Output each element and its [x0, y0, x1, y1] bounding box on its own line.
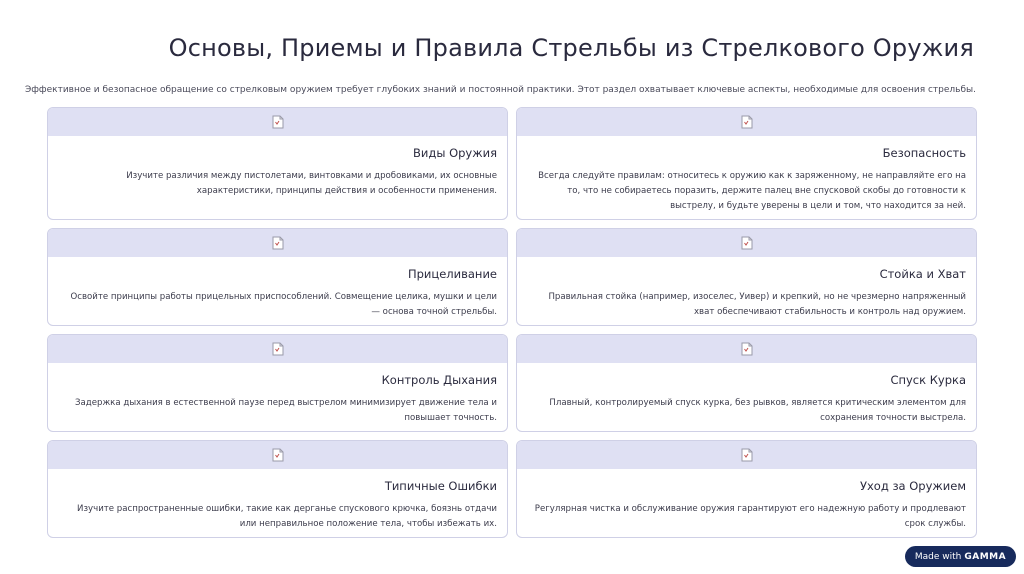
card-title: Виды Оружия	[413, 146, 497, 160]
card-text: Регулярная чистка и обслуживание оружия гарантируют его надежную работу и продлевают срок службы.	[534, 504, 966, 529]
card-text: Задержка дыхания в естественной паузе перед выстрелом минимизирует движение тела и повышает точность.	[74, 398, 497, 423]
card-trigger-pull	[516, 334, 977, 432]
broken-image-icon	[272, 342, 284, 356]
card-image-header	[48, 229, 507, 257]
card-text: Освойте принципы работы прицельных приспособлений. Совмещение целика, мушки и цели — основа точной стрельбы.	[70, 292, 497, 317]
card-weapon-types	[47, 107, 508, 220]
card-title: Спуск Курка	[890, 373, 966, 387]
card-title: Типичные Ошибки	[384, 479, 497, 493]
card-weapon-care	[516, 440, 977, 538]
card-title: Стойка и Хват	[879, 267, 966, 281]
card-text: Изучите различия между пистолетами, винтовками и дробовиками, их основные характеристики, принципы действия и особенности применения.	[126, 171, 497, 196]
broken-image-icon	[272, 236, 284, 250]
card-aiming	[47, 228, 508, 326]
broken-image-icon	[272, 448, 284, 462]
card-image-header	[48, 335, 507, 363]
card-image-header	[48, 441, 507, 469]
card-safety	[516, 107, 977, 220]
card-text: Плавный, контролируемый спуск курка, без рывков, является критическим элементом для сохранения точности выстрела.	[549, 398, 966, 423]
card-image-header	[517, 441, 976, 469]
card-common-mistakes	[47, 440, 508, 538]
broken-image-icon	[741, 448, 753, 462]
made-with-gamma-badge[interactable]	[905, 546, 1016, 567]
broken-image-icon	[272, 115, 284, 129]
card-image-header	[517, 229, 976, 257]
card-text: Правильная стойка (например, изоселес, Уивер) и крепкий, но не чрезмерно напряженный хват обеспечивают стабильность и контроль над оружием.	[548, 292, 966, 317]
card-title: Уход за Оружием	[859, 479, 966, 493]
card-text: Изучите распространенные ошибки, такие как дерганье спускового крючка, боязнь отдачи или неправильное положение тела, чтобы избежать их.	[77, 504, 497, 529]
page-subtitle: Эффективное и безопасное обращение со стрелковым оружием требует глубоких знаний и постоянной практики. Этот раздел охватывает ключевые аспекты, необходимые для освоения стрельбы.	[24, 85, 976, 95]
card-image-header	[517, 335, 976, 363]
broken-image-icon	[741, 115, 753, 129]
gamma-logo: GAMMA	[964, 551, 1007, 562]
card-title: Прицеливание	[407, 267, 497, 281]
card-text: Всегда следуйте правилам: относитесь к оружию как к заряженному, не направляйте его на то, что не собираетесь поразить, держите палец вне спусковой скобы до готовности к выстрелу, и будьте уверены в цели и том, что находится за ней.	[538, 171, 966, 211]
card-image-header	[48, 108, 507, 136]
card-title: Контроль Дыхания	[381, 373, 497, 387]
broken-image-icon	[741, 236, 753, 250]
card-image-header	[517, 108, 976, 136]
broken-image-icon	[741, 342, 753, 356]
badge-prefix: Made with	[914, 551, 962, 562]
page-title: Основы, Приемы и Правила Стрельбы из Стрелкового Оружия	[168, 34, 974, 62]
card-breath-control	[47, 334, 508, 432]
card-title: Безопасность	[882, 146, 966, 160]
card-stance-grip	[516, 228, 977, 326]
